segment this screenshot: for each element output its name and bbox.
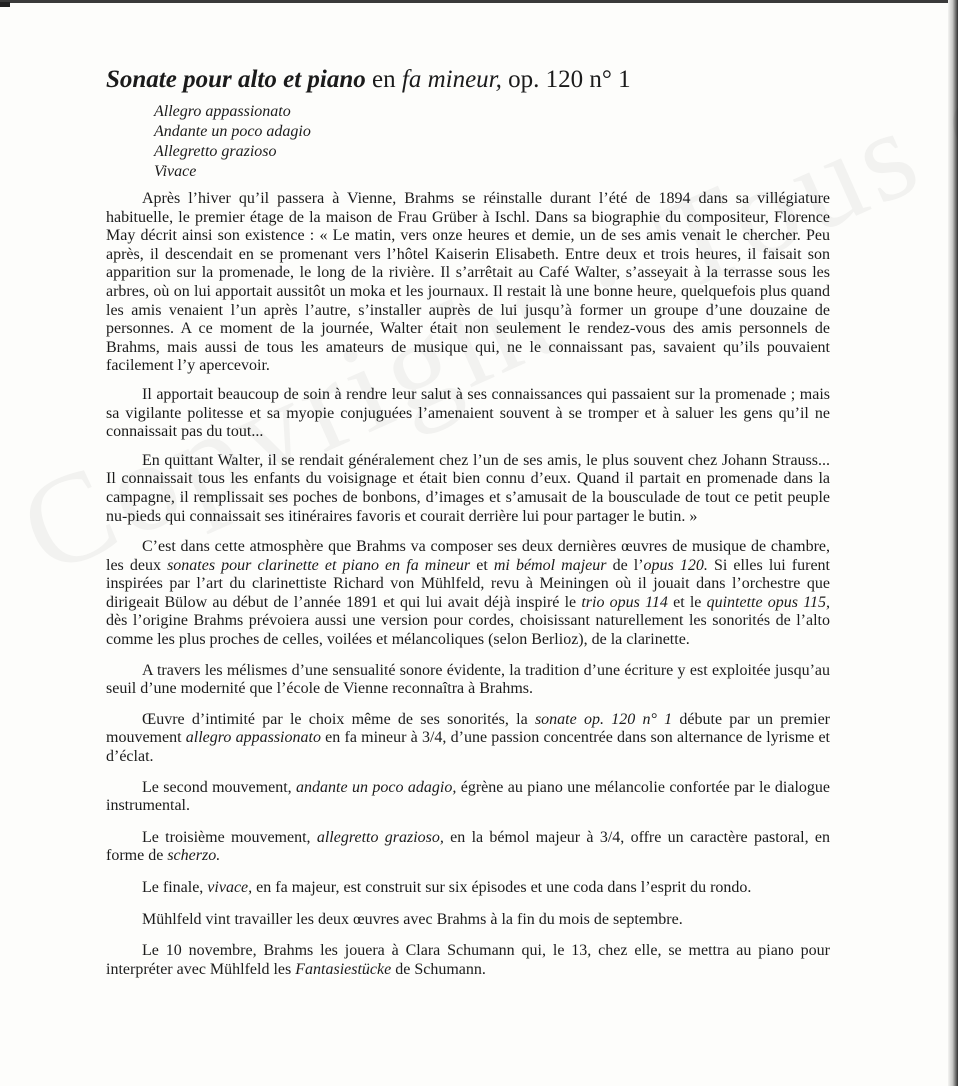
p8-text-c: en la bémol majeur à 3/4, offre un caractère pastoral, en forme de — [106, 828, 831, 865]
p4-italic-trio: trio opus 114 — [581, 593, 668, 611]
title-connector: en — [365, 66, 402, 93]
p4-italic-sonatas: sonates pour clarinette et piano en fa mineur — [167, 556, 471, 574]
movement-4: Vivace — [154, 163, 197, 180]
p9-text-c: en fa majeur, est construit sur six épisodes et une coda dans l’esprit du rondo. — [252, 879, 752, 896]
paragraph-10: Mühlfeld vint travailler les deux œuvres avec Brahms à la fin du mois de septembre. — [142, 910, 683, 928]
p4-text-a: C’est dans cette atmosphère que Brahms va composer ses deux dernières œuvres de musique de chambre, les deux — [106, 538, 830, 574]
scan-corner-mark — [0, 2, 10, 7]
p8-italic-tempo: allegretto grazioso, — [316, 828, 444, 846]
p6-text-e: en fa mineur à 3/4, d’une passion concentrée dans son alternance de lyrisme et d’éclat. — [106, 729, 831, 766]
document-body — [106, 64, 830, 989]
paragraph-7 — [106, 779, 830, 816]
title-work: Sonate pour alto et piano — [106, 66, 366, 93]
p4-text-g: Si elles lui furent inspirées par l’art du clarinettiste Richard von Mühlfeld, revu à Meiningen où il jouait dans l’orchestre que dirigeait Bülow au début de l’année 1891 et qui lui avait déjà inspiré le — [106, 556, 831, 611]
title-opus: op. 120 n° 1 — [501, 66, 631, 93]
p9-italic-tempo: vivace, — [207, 879, 253, 896]
paragraph-11 — [106, 942, 830, 979]
p9-text-a: Le finale, — [142, 879, 208, 896]
p4-text-e: de l’ — [606, 556, 644, 574]
movement-list — [154, 102, 830, 182]
p8-text-a: Le troisième mouvement, — [142, 828, 317, 846]
article-text — [106, 190, 830, 979]
movement-2: Andante un poco adagio — [154, 123, 311, 140]
paragraph-3: En quittant Walter, il se rendait généralement chez l’un de ses amis, le plus souvent chez Johann Strauss... Il connaissait tous les enfants du voisignage et était bien connu d’eux. Quand il partait en promenade dans la campagne, il remplissait ses poches de bonbons, d’images et s’amusait de la bousculade de tout ce petit peuple nu-pieds qui connaissait ses itinéraires favoris et courait derrière lui pour partager le butin. » — [106, 451, 830, 525]
paragraph-5: A travers les mélismes d’une sensualité sonore évidente, la tradition d’une écriture y est exploitée jusqu’au seuil d’une modernité que l’école de Vienne reconnaîtra à Brahms. — [106, 661, 830, 698]
p6-text-a: Œuvre d’intimité par le choix même de ses sonorités, la — [142, 710, 535, 728]
p7-text-c: égrène au piano une mélancolie confortée par le dialogue instrumental. — [106, 778, 831, 815]
p6-italic-sonata: sonate op. 120 n° 1 — [534, 710, 673, 728]
paragraph-9 — [106, 879, 830, 898]
p4-italic-opus: opus 120. — [643, 556, 708, 574]
paragraph-1: Après l’hiver qu’il passera à Vienne, Brahms se réinstalle durant l’été de 1894 dans sa villégiature habituelle, le premier étage de la maison de Frau Grüber à Ischl. Dans sa biographie du compositeur, Florence May décrit ainsi son existence : « Le matin, vers onze heures et demie, un de ses amis venait le chercher. Peu après, il descendait en se promenant vers l’hôtel Kaiserin Elisabeth. Entre deux et trois heures, il faisait son apparition sur la promenade, le long de la rivière. Il s’arrêtait au Café Walter, s’asseyait à la terrasse sous les arbres, où on lui apportait aussitôt un moka et les journaux. Il restait là une bonne heure, quelquefois plus quand les amis venaient l’un après l’autre, s’installer auprès de lui jusqu’à former un groupe d’une douzaine de personnes. A ce moment de la journée, Walter était non seulement le rendez-vous des amis personnels de Brahms, mais aussi de tous les amateurs de musique qui, ne le connaissant pas, savaient qu’ils pouvaient facilement l’y apercevoir. — [106, 190, 830, 375]
paragraph-4 — [106, 538, 830, 650]
p11-text-c: de Schumann. — [391, 960, 486, 978]
paragraph-8 — [106, 829, 830, 866]
title-key: fa mineur, — [401, 66, 502, 93]
paragraph-2: Il apportait beaucoup de soin à rendre leur salut à ses connaissances qui passaient sur la promenade ; mais sa vigilante politesse et sa myopie conjuguées l’amenaient souvent à se tromper et à saluer les gens qu’il ne connaissait pas du tout... — [106, 385, 830, 441]
scan-right-edge — [948, 0, 958, 1086]
movement-3: Allegretto grazioso — [154, 143, 277, 160]
p11-italic-work: Fantasiestücke — [295, 960, 392, 978]
p4-text-c: et — [470, 556, 494, 574]
p4-text-i: et le — [667, 593, 707, 611]
p7-italic-tempo: andante un poco adagio, — [296, 778, 457, 796]
p7-text-a: Le second mouvement, — [142, 778, 297, 796]
p6-text-c: débute par un premier mouvement — [106, 710, 830, 747]
scan-top-edge — [0, 0, 958, 3]
p6-italic-tempo: allegro appassionato — [185, 729, 321, 747]
p4-text-k: dès l’origine Brahms prévoiera aussi une version pour cordes, choisissant naturellement les sonorités de l’alto comme les plus proches de celles, voilées et mélancoliques (selon Berlioz), de la clarinette. — [106, 612, 830, 649]
p11-text-a: Le 10 novembre, Brahms les jouera à Clara Schumann qui, le 13, chez elle, se mettra au piano pour interpréter avec Mühlfeld les — [106, 942, 830, 978]
p8-italic-scherzo: scherzo. — [167, 847, 221, 865]
paragraph-6 — [106, 711, 830, 767]
movement-1: Allegro appassionato — [154, 103, 291, 120]
sonata-title — [106, 64, 830, 96]
p4-italic-quintet: quintette opus 115, — [706, 593, 831, 611]
p4-italic-key: mi bémol majeur — [493, 556, 607, 574]
